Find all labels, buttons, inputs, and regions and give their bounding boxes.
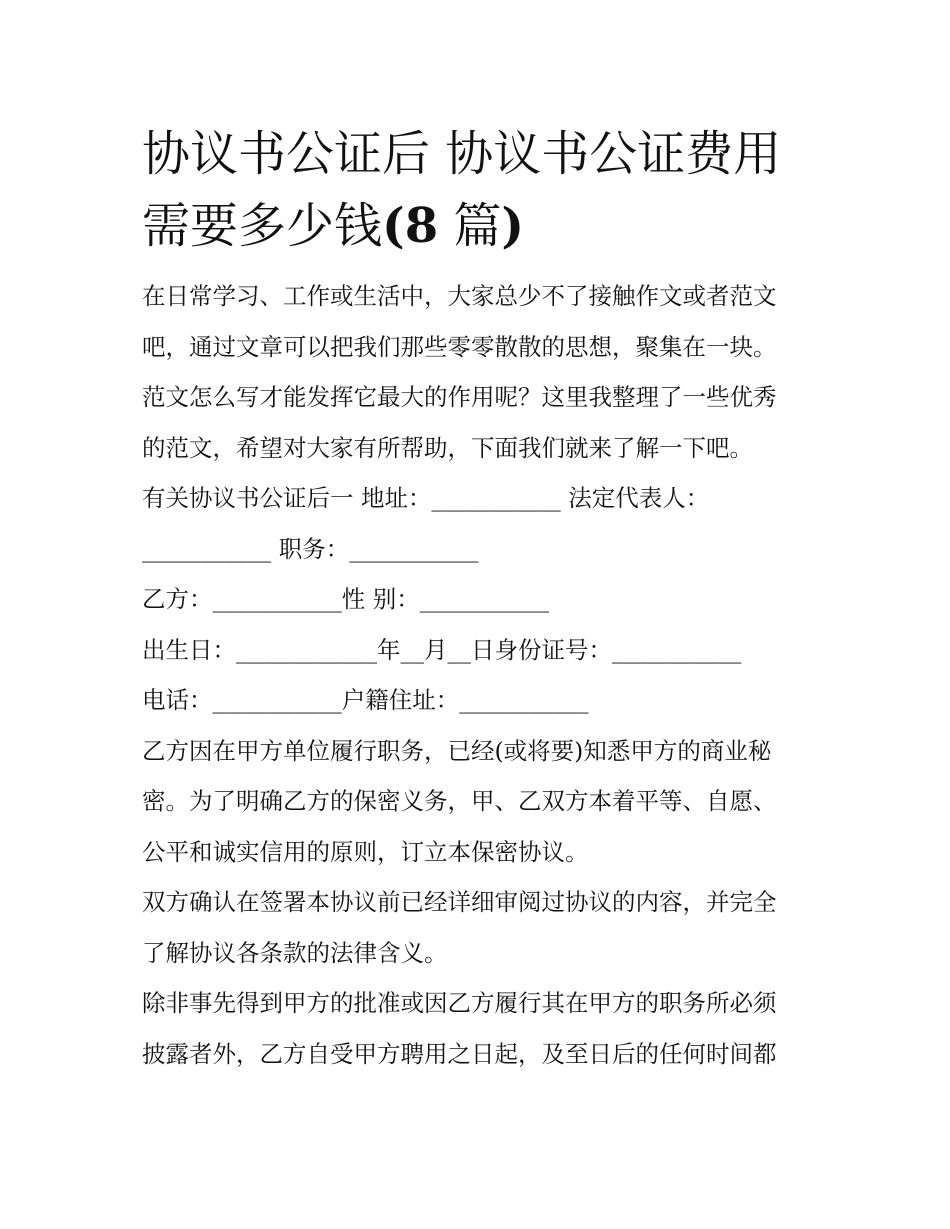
paragraph-confirmation [142,877,814,978]
intro-line: 在日常学习、工作或生活中，大家总少不了接触作文或者范文 [142,282,777,310]
paragraph-confidentiality [142,726,814,878]
paragraph-disclosure [142,978,814,1079]
intro-line: 的范文，希望对大家有所帮助，下面我们就来了解一下吧。 [142,433,753,462]
document-title [142,118,814,262]
title-close-paren: ) [501,198,525,254]
title-count: (8 [382,198,439,254]
title-line-1: 协议书公证后 协议书公证费用 [142,126,782,182]
form-line-phone-address: 电话：___________户籍住址：___________ [142,686,589,714]
paragraph-line: 双方确认在签署本协议前已经详细审阅过协议的内容，并完全 [142,888,777,916]
paragraph-line: 披露者外，乙方自受甲方聘用之日起，及至日后的任何时间都 [142,1039,777,1068]
paragraph-line: 除非事先得到甲方的批准或因乙方履行其在甲方的职务所必须 [142,989,777,1017]
paragraph-line: 乙方因在甲方单位履行职务，已经(或将要)知悉甲方的商业秘 [142,736,772,765]
document-body [142,271,814,1079]
form-line-birth-id: 出生日：____________年__月__日身份证号：___________ [142,635,742,664]
form-line-address: 有关协议书公证后一 地址：___________ 法定代表人： [142,484,710,512]
form-section [142,473,814,726]
title-unit: 篇 [438,198,502,254]
paragraph-line: 公平和诚实信用的原则，订立本保密协议。 [142,837,589,866]
form-line-position: ___________ 职务：___________ [142,534,479,563]
form-line-party-b: 乙方：___________性 别：___________ [142,585,549,613]
intro-paragraph [142,271,814,473]
title-line-2 [142,190,814,262]
paragraph-line: 密。为了明确乙方的保密义务，甲、乙双方本着平等、自愿、 [142,787,777,815]
document-content [142,118,814,1079]
paragraph-line: 了解协议各条款的法律含义。 [142,938,448,967]
title-text: 需要多少钱 [142,198,383,254]
intro-line: 范文怎么写才能发挥它最大的作用呢？这里我整理了一些优秀 [142,383,777,411]
intro-line: 吧，通过文章可以把我们那些零零散散的思想，聚集在一块。 [142,332,777,361]
